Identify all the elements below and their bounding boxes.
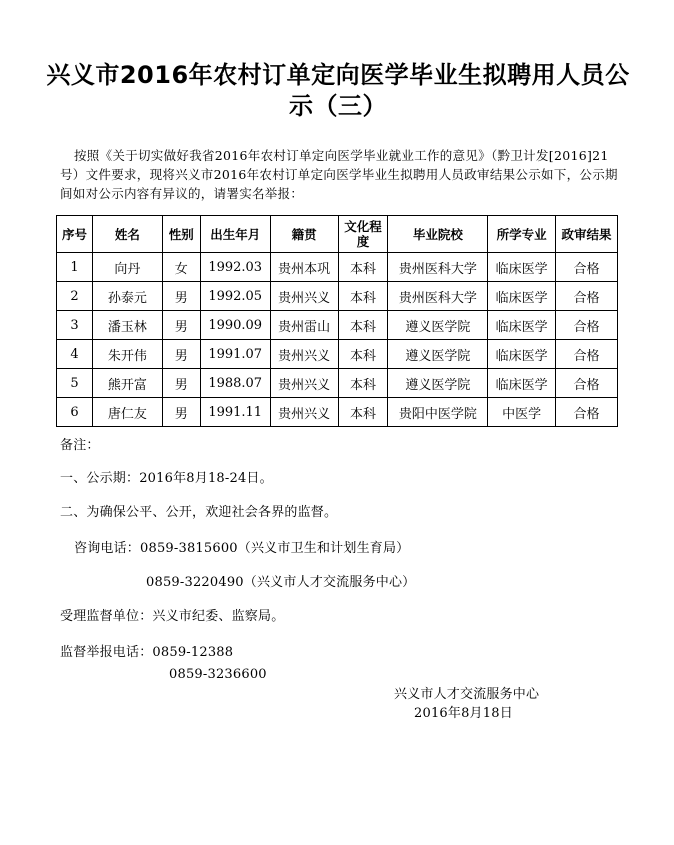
header-cell: 姓名	[92, 216, 162, 253]
table-cell: 1	[57, 253, 93, 282]
table-cell: 合格	[556, 340, 618, 369]
intro-paragraph: 按照《关于切实做好我省2016年农村订单定向医学毕业就业工作的意见》（黔卫计发[2016]21号）文件要求，现将兴义市2016年农村订单定向医学毕业生拟聘用人员政审结果公示如下，公示期间如对公示内容有异议的，请署实名举报：	[60, 148, 618, 201]
table-cell: 朱开伟	[92, 340, 162, 369]
table-cell: 贵州兴义	[270, 398, 338, 427]
table-cell: 临床医学	[488, 369, 556, 398]
note-item-publicity-period: 一、公示期：2016年8月18-24日。	[60, 471, 273, 486]
table-cell: 贵州本巩	[270, 253, 338, 282]
notice-title: 兴义市2016年农村订单定向医学毕业生拟聘用人员公示（三）	[46, 61, 630, 120]
table-cell: 中医学	[488, 398, 556, 427]
table-cell: 合格	[556, 398, 618, 427]
header-cell: 政审结果	[556, 216, 618, 253]
table-cell: 2	[57, 282, 93, 311]
table-cell: 向丹	[92, 253, 162, 282]
table-cell: 临床医学	[488, 340, 556, 369]
table-cell: 本科	[338, 369, 388, 398]
table-cell: 临床医学	[488, 253, 556, 282]
table-cell: 贵州兴义	[270, 340, 338, 369]
table-cell: 男	[162, 282, 200, 311]
table-cell: 孙泰元	[92, 282, 162, 311]
table-cell: 男	[162, 398, 200, 427]
table-cell: 3	[57, 311, 93, 340]
table-cell: 临床医学	[488, 311, 556, 340]
table-header-row	[57, 216, 618, 253]
table-cell: 贵州雷山	[270, 311, 338, 340]
header-cell: 所学专业	[488, 216, 556, 253]
report-phone-2: 0859-3236600	[169, 667, 267, 682]
table-row	[57, 253, 618, 282]
table-cell: 贵州医科大学	[388, 253, 488, 282]
table-cell: 本科	[338, 311, 388, 340]
table-cell: 合格	[556, 253, 618, 282]
consult-phone-talent-center: 0859-3220490（兴义市人才交流服务中心）	[146, 575, 416, 590]
table-row	[57, 369, 618, 398]
table-cell: 合格	[556, 311, 618, 340]
candidate-table	[56, 215, 618, 427]
table-cell: 本科	[338, 253, 388, 282]
table-cell: 遵义医学院	[388, 340, 488, 369]
consult-phone-health-bureau: 咨询电话：0859-3815600（兴义市卫生和计划生育局）	[74, 541, 410, 556]
table-cell: 熊开富	[92, 369, 162, 398]
header-cell: 出生年月	[200, 216, 270, 253]
note-item-supervision: 二、为确保公平、公开，欢迎社会各界的监督。	[60, 505, 338, 520]
table-cell: 潘玉林	[92, 311, 162, 340]
header-cell: 性别	[162, 216, 200, 253]
table-cell: 贵州医科大学	[388, 282, 488, 311]
table-cell: 本科	[338, 398, 388, 427]
table-cell: 贵阳中医学院	[388, 398, 488, 427]
table-cell: 1992.03	[200, 253, 270, 282]
supervising-units: 受理监督单位：兴义市纪委、监察局。	[60, 609, 285, 624]
table-cell: 1992.05	[200, 282, 270, 311]
table-cell: 1988.07	[200, 369, 270, 398]
notes-label: 备注：	[60, 438, 100, 453]
header-cell: 毕业院校	[388, 216, 488, 253]
table-cell: 6	[57, 398, 93, 427]
table-row	[57, 398, 618, 427]
table-row	[57, 311, 618, 340]
table-cell: 合格	[556, 369, 618, 398]
table-cell: 遵义医学院	[388, 311, 488, 340]
table-row	[57, 282, 618, 311]
table-cell: 1991.11	[200, 398, 270, 427]
table-cell: 1990.09	[200, 311, 270, 340]
table-row	[57, 340, 618, 369]
table-cell: 男	[162, 369, 200, 398]
table-cell: 唐仁友	[92, 398, 162, 427]
table-cell: 男	[162, 340, 200, 369]
table-cell: 本科	[338, 282, 388, 311]
table-cell: 贵州兴义	[270, 369, 338, 398]
header-cell: 文化程度	[338, 216, 388, 253]
report-phone-1: 监督举报电话：0859-12388	[60, 645, 234, 660]
table-cell: 贵州兴义	[270, 282, 338, 311]
table-cell: 男	[162, 311, 200, 340]
table-cell: 1991.07	[200, 340, 270, 369]
table-cell: 女	[162, 253, 200, 282]
signature-date: 2016年8月18日	[414, 706, 513, 721]
signature-organization: 兴义市人才交流服务中心	[394, 687, 540, 702]
table-cell: 合格	[556, 282, 618, 311]
header-cell: 籍贯	[270, 216, 338, 253]
table-cell: 临床医学	[488, 282, 556, 311]
table-cell: 5	[57, 369, 93, 398]
table-cell: 遵义医学院	[388, 369, 488, 398]
table-cell: 本科	[338, 340, 388, 369]
header-cell: 序号	[57, 216, 93, 253]
table-cell: 4	[57, 340, 93, 369]
